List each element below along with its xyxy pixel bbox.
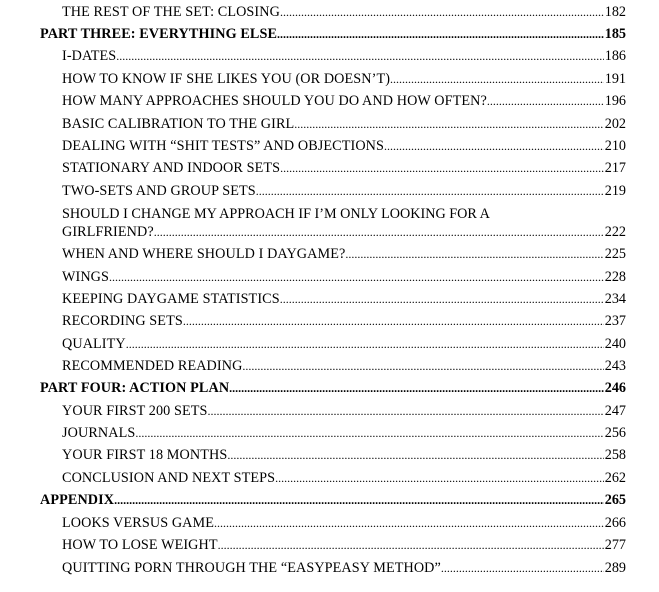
toc-entry[interactable]	[62, 71, 626, 88]
toc-entry-page: 262	[604, 470, 626, 486]
dot-leader	[275, 470, 604, 487]
toc-entry-page: 266	[604, 515, 626, 531]
dot-leader	[384, 138, 604, 155]
dot-leader	[242, 358, 603, 375]
toc-entry[interactable]	[62, 560, 626, 577]
dot-leader	[135, 425, 603, 442]
dot-leader	[126, 336, 604, 353]
toc-entry-title: WINGS	[62, 269, 109, 285]
toc-entry-title: QUITTING PORN THROUGH THE “EASYPEASY METHOD”	[62, 560, 441, 576]
dot-leader	[256, 183, 604, 200]
dot-leader	[218, 537, 604, 554]
toc-entry-page: 246	[604, 380, 626, 396]
toc-entry-page: 182	[604, 4, 626, 20]
toc-entry[interactable]	[62, 470, 626, 487]
toc-entry-page: 185	[604, 26, 626, 42]
toc-entry-title: YOUR FIRST 18 MONTHS	[62, 447, 228, 463]
dot-leader	[345, 246, 603, 263]
toc-entry-page: 196	[604, 93, 626, 109]
toc-entry-title: PART THREE: EVERYTHING ELSE	[40, 26, 278, 42]
toc-entry-title: TWO-SETS AND GROUP SETS	[62, 183, 256, 199]
toc-entry-page: 186	[604, 48, 626, 64]
toc-entry[interactable]	[62, 138, 626, 155]
toc-entry-title: KEEPING DAYGAME STATISTICS	[62, 291, 280, 307]
toc-entry-title: I-DATES	[62, 48, 117, 64]
dot-leader	[280, 291, 604, 308]
dot-leader	[227, 447, 603, 464]
toc-entry[interactable]	[62, 403, 626, 420]
toc-entry[interactable]	[62, 48, 626, 65]
toc-entry-page: 256	[604, 425, 626, 441]
toc-entry-title: HOW TO LOSE WEIGHT	[62, 537, 218, 553]
dot-leader	[294, 116, 603, 133]
toc-entry-title: HOW MANY APPROACHES SHOULD YOU DO AND HOW OFTEN?	[62, 93, 487, 109]
toc-entry-continuation	[62, 223, 626, 241]
toc-entry[interactable]	[62, 4, 626, 21]
toc-entry[interactable]	[62, 515, 626, 532]
toc-entry[interactable]	[62, 291, 626, 308]
toc-entry-page: 258	[604, 447, 626, 463]
toc-entry-page: 191	[604, 71, 626, 87]
toc-entry-page: 210	[604, 138, 626, 154]
toc-entry-page: 234	[604, 291, 626, 307]
dot-leader	[229, 380, 604, 397]
toc-entry-title: BASIC CALIBRATION TO THE GIRL	[62, 116, 295, 132]
dot-leader	[183, 313, 604, 330]
toc-entry-page: 243	[604, 358, 626, 374]
toc-entry[interactable]	[62, 447, 626, 464]
dot-leader	[280, 4, 604, 21]
toc-part-heading[interactable]	[40, 380, 626, 397]
toc-entry-title: LOOKS VERSUS GAME	[62, 515, 215, 531]
toc-entry-page: 228	[604, 269, 626, 285]
toc-part-heading[interactable]	[40, 26, 626, 43]
toc-entry-title: RECOMMENDED READING	[62, 358, 243, 374]
toc-entry[interactable]	[62, 269, 626, 286]
dot-leader	[214, 515, 604, 532]
toc-entry-page: 265	[604, 492, 626, 508]
dot-leader	[441, 560, 604, 577]
toc-entry-title: HOW TO KNOW IF SHE LIKES YOU (OR DOESN’T)	[62, 71, 391, 87]
toc-entry-title: THE REST OF THE SET: CLOSING	[62, 4, 280, 20]
dot-leader	[154, 223, 604, 241]
toc-entry[interactable]	[62, 205, 626, 241]
toc-entry-page: 237	[604, 313, 626, 329]
toc-entry[interactable]	[62, 183, 626, 200]
toc-entry-title: WHEN AND WHERE SHOULD I DAYGAME?	[62, 246, 346, 262]
toc-entry[interactable]	[62, 93, 626, 110]
toc-entry-page: 222	[604, 224, 626, 240]
toc-entry-title: DEALING WITH “SHIT TESTS” AND OBJECTIONS	[62, 138, 385, 154]
dot-leader	[390, 71, 604, 88]
toc-entry[interactable]	[62, 116, 626, 133]
toc-entry-title: STATIONARY AND INDOOR SETS	[62, 160, 281, 176]
toc-entry-title: QUALITY	[62, 336, 126, 352]
toc-entry-title: JOURNALS	[62, 425, 136, 441]
toc-entry[interactable]	[62, 425, 626, 442]
toc-entry-page: 219	[604, 183, 626, 199]
dot-leader	[116, 48, 603, 65]
toc-entry-title: SHOULD I CHANGE MY APPROACH IF I’M ONLY LOOKING FOR A	[62, 206, 490, 222]
dot-leader	[487, 93, 604, 110]
toc-entry-title: RECORDING SETS	[62, 313, 183, 329]
dot-leader	[277, 26, 604, 43]
toc-entry[interactable]	[62, 358, 626, 375]
toc-entry[interactable]	[62, 246, 626, 263]
toc-entry[interactable]	[62, 537, 626, 554]
toc-entry-page: 202	[604, 116, 626, 132]
toc-entry-title: PART FOUR: ACTION PLAN	[40, 380, 230, 396]
dot-leader	[114, 492, 604, 509]
toc-entry-title: YOUR FIRST 200 SETS	[62, 403, 208, 419]
toc-entry-page: 225	[604, 246, 626, 262]
toc-entry-page: 277	[604, 537, 626, 553]
toc-entry-title-continued: GIRLFRIEND?	[62, 224, 154, 240]
dot-leader	[280, 160, 604, 177]
dot-leader	[208, 403, 604, 420]
toc-entry-title: CONCLUSION AND NEXT STEPS	[62, 470, 276, 486]
toc-entry[interactable]	[62, 336, 626, 353]
toc-entry-page: 240	[604, 336, 626, 352]
dot-leader	[109, 269, 604, 286]
toc-entry-page: 289	[604, 560, 626, 576]
toc-entry[interactable]	[62, 160, 626, 177]
toc-entry-title: APPENDIX	[40, 492, 115, 508]
toc-entry-page: 217	[604, 160, 626, 176]
toc-entry-page: 247	[604, 403, 626, 419]
toc-entry[interactable]	[62, 313, 626, 330]
toc-part-heading[interactable]	[40, 492, 626, 509]
